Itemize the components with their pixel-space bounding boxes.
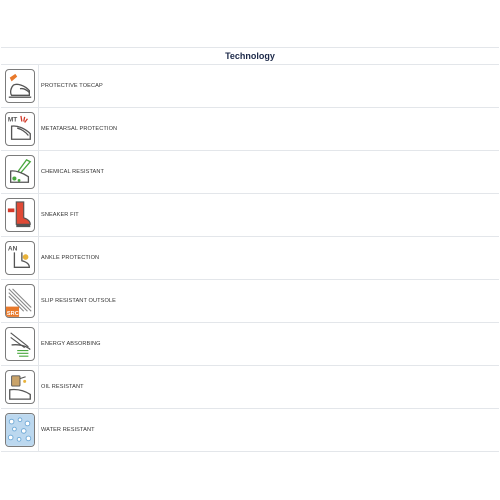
row-label: PROTECTIVE TOECAP xyxy=(41,83,103,89)
protective-toecap-icon xyxy=(5,69,35,103)
row-label: CHEMICAL RESISTANT xyxy=(41,169,105,175)
row-label: OIL RESISTANT xyxy=(41,384,84,390)
slip-resistant-outsole-icon xyxy=(5,284,35,318)
chemical-resistant-icon xyxy=(5,155,35,189)
oil-resistant-icon xyxy=(5,370,35,404)
svg-text:AN: AN xyxy=(7,245,17,253)
table-row xyxy=(1,108,499,151)
row-label: ENERGY ABSORBING xyxy=(41,341,101,347)
table-row xyxy=(1,65,499,108)
table-row xyxy=(1,194,499,237)
sneaker-fit-icon xyxy=(5,198,35,232)
table-row xyxy=(1,237,499,280)
row-label: WATER RESISTANT xyxy=(41,427,95,433)
table-row xyxy=(1,409,499,451)
row-label: SLIP RESISTANT OUTSOLE xyxy=(41,298,116,304)
row-label: SNEAKER FIT xyxy=(41,212,79,218)
table-row xyxy=(1,280,499,323)
row-label: ANKLE PROTECTION xyxy=(41,255,100,261)
svg-text:MT: MT xyxy=(7,116,17,124)
svg-text:SRC: SRC xyxy=(6,311,19,317)
technology-table xyxy=(1,47,499,452)
metatarsal-protection-icon xyxy=(5,112,35,146)
table-row xyxy=(1,151,499,194)
ankle-protection-icon xyxy=(5,241,35,275)
table-header: Technology xyxy=(1,48,499,65)
energy-absorbing-icon xyxy=(5,327,35,361)
table-row xyxy=(1,323,499,366)
water-resistant-icon xyxy=(5,413,35,447)
row-label: METATARSAL PROTECTION xyxy=(41,126,118,132)
table-row xyxy=(1,366,499,409)
